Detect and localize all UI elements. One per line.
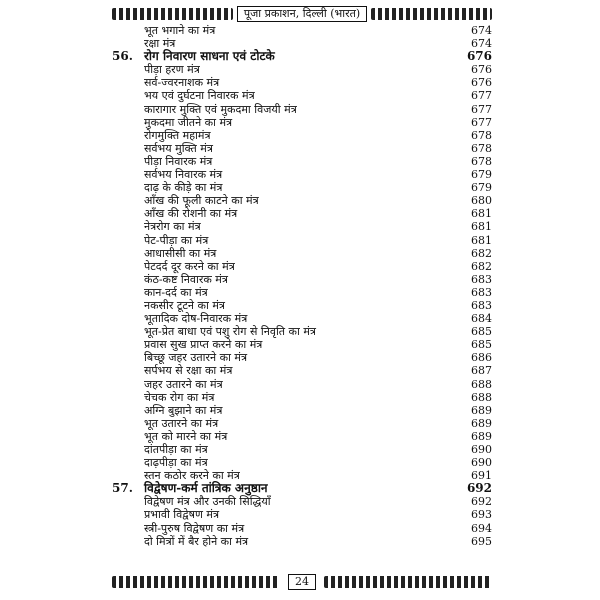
entry-title: मुकदमा जीतने का मंत्र [144, 115, 233, 129]
toc-section-row [112, 50, 492, 63]
entry-title: विद्वेषण-कर्म तांत्रिक अनुष्ठान [144, 481, 268, 496]
toc-entry-row [112, 273, 492, 286]
ornament-border-left [112, 8, 233, 20]
toc-entry-row [112, 234, 492, 247]
toc-entry-row [112, 103, 492, 116]
header-ornament-band [112, 6, 492, 22]
entry-title: भूत उतारने का मंत्र [144, 416, 219, 430]
toc-entry-row [112, 181, 492, 194]
toc-entry-row [112, 430, 492, 443]
entry-page-number: 692 [471, 495, 492, 509]
entry-title: दाढ़पीड़ा का मंत्र [144, 456, 208, 470]
publisher-label: पूजा प्रकाशन, दिल्ली (भारत) [237, 6, 367, 22]
toc-entry-row [112, 378, 492, 391]
entry-page-number: 676 [471, 63, 492, 77]
entry-title: विद्वेषण मंत्र और उनकी सिद्धियाँ [144, 495, 271, 509]
entry-title: चेचक रोग का मंत्र [144, 390, 215, 404]
entry-page-number: 689 [471, 429, 492, 443]
toc-entry-row [112, 116, 492, 129]
entry-title: सर्व-ज्वरनाशक मंत्र [144, 76, 220, 90]
toc-entry-row [112, 391, 492, 404]
entry-page-number: 687 [471, 364, 492, 378]
entry-title: पीड़ा निवारक मंत्र [144, 154, 213, 168]
entry-title: भूत को मारने का मंत्र [144, 429, 228, 443]
entry-title: बिच्छू जहर उतारने का मंत्र [144, 351, 248, 365]
toc-entry-row [112, 247, 492, 260]
entry-page-number: 679 [471, 181, 492, 195]
toc-entry-row [112, 89, 492, 102]
entry-page-number: 684 [471, 312, 492, 326]
entry-page-number: 680 [471, 194, 492, 208]
section-number: 56. [112, 49, 133, 64]
entry-page-number: 682 [471, 259, 492, 273]
toc-entry-row [112, 456, 492, 469]
entry-title: कंठ-कष्ट निवारक मंत्र [144, 272, 228, 286]
entry-title: सर्वभय मुक्ति मंत्र [144, 141, 213, 155]
toc-entry-row [112, 404, 492, 417]
entry-page-number: 685 [471, 325, 492, 339]
entry-page-number: 683 [471, 285, 492, 299]
ornament-border-left [112, 576, 280, 588]
toc-entry-row [112, 63, 492, 76]
toc-entry-row [112, 260, 492, 273]
toc-entry-row [112, 286, 492, 299]
entry-title: भय एवं दुर्घटना निवारक मंत्र [144, 89, 255, 103]
toc-entry-row [112, 220, 492, 233]
entry-page-number: 678 [471, 154, 492, 168]
toc-entry-row [112, 155, 492, 168]
table-of-contents [112, 24, 492, 548]
entry-title: रोगमुक्ति महामंत्र [144, 128, 211, 142]
entry-title: पेट-पीड़ा का मंत्र [144, 233, 209, 247]
entry-title: नेत्ररोग का मंत्र [144, 220, 201, 234]
entry-page-number: 689 [471, 416, 492, 430]
ornament-border-right [324, 576, 492, 588]
toc-entry-row [112, 495, 492, 508]
toc-entry-row [112, 443, 492, 456]
entry-page-number: 692 [466, 481, 492, 496]
entry-page-number: 686 [471, 351, 492, 365]
toc-entry-row [112, 325, 492, 338]
entry-page-number: 691 [471, 469, 492, 483]
entry-page-number: 678 [471, 128, 492, 142]
entry-title: कान-दर्द का मंत्र [144, 285, 208, 299]
entry-title: प्रवास सुख प्राप्त करने का मंत्र [144, 338, 263, 352]
section-number: 57. [112, 481, 133, 496]
entry-page-number: 689 [471, 403, 492, 417]
entry-page-number: 688 [471, 377, 492, 391]
entry-title: रक्षा मंत्र [144, 37, 176, 51]
toc-entry-row [112, 299, 492, 312]
entry-title: पेटदर्द दूर करने का मंत्र [144, 259, 235, 273]
toc-section-row [112, 482, 492, 495]
entry-title: नकसीर टूटने का मंत्र [144, 298, 225, 312]
toc-entry-row [112, 24, 492, 37]
entry-page-number: 674 [471, 24, 492, 37]
toc-entry-row [112, 194, 492, 207]
entry-page-number: 688 [471, 390, 492, 404]
toc-entry-row [112, 364, 492, 377]
entry-title: दाढ़ के कीड़े का मंत्र [144, 181, 223, 195]
entry-title: आधासीसी का मंत्र [144, 246, 217, 260]
entry-page-number: 681 [471, 207, 492, 221]
toc-entry-row [112, 351, 492, 364]
entry-title: प्रभावी विद्वेषण मंत्र [144, 508, 220, 522]
entry-page-number: 683 [471, 298, 492, 312]
entry-title: अग्नि बुझाने का मंत्र [144, 403, 223, 417]
toc-entry-row [112, 417, 492, 430]
toc-entry-row [112, 168, 492, 181]
entry-title: भूत भगाने का मंत्र [144, 24, 216, 37]
entry-page-number: 690 [471, 443, 492, 456]
entry-page-number: 683 [471, 272, 492, 286]
entry-title: दांतपीड़ा का मंत्र [144, 443, 208, 456]
entry-page-number: 679 [471, 168, 492, 182]
toc-entry-row [112, 129, 492, 142]
entry-page-number: 693 [471, 508, 492, 522]
entry-title: दो मित्रों में बैर होने का मंत्र [144, 534, 249, 548]
entry-page-number: 677 [471, 89, 492, 103]
entry-page-number: 676 [466, 49, 492, 64]
entry-page-number: 681 [471, 220, 492, 234]
entry-page-number: 682 [471, 246, 492, 260]
entry-title: स्त्री-पुरुष विद्वेषण का मंत्र [144, 521, 245, 535]
toc-entry-row [112, 338, 492, 351]
entry-title: सर्पभय से रक्षा का मंत्र [144, 364, 233, 378]
toc-entry-row [112, 508, 492, 521]
entry-page-number: 694 [471, 521, 492, 535]
entry-page-number: 674 [471, 37, 492, 51]
entry-page-number: 676 [471, 76, 492, 90]
entry-title: सर्वभय निवारक मंत्र [144, 168, 223, 182]
ornament-border-right [371, 8, 492, 20]
toc-entry-row [112, 522, 492, 535]
entry-page-number: 695 [471, 534, 492, 548]
entry-page-number: 678 [471, 141, 492, 155]
toc-entry-row [112, 142, 492, 155]
page-number: 24 [288, 574, 316, 590]
entry-title: भूत-प्रेत बाधा एवं पशु रोग से निवृति का मंत्र [144, 325, 317, 339]
entry-page-number: 685 [471, 338, 492, 352]
toc-entry-row [112, 312, 492, 325]
entry-title: आँख की फूली काटने का मंत्र [144, 194, 259, 208]
entry-page-number: 677 [471, 115, 492, 129]
entry-page-number: 677 [471, 102, 492, 116]
entry-title: पीड़ा हरण मंत्र [144, 63, 200, 77]
entry-title: आँख की रोशनी का मंत्र [144, 207, 238, 221]
toc-entry-row [112, 535, 492, 548]
entry-title: जहर उतारने का मंत्र [144, 377, 223, 391]
toc-entry-row [112, 207, 492, 220]
toc-entry-row [112, 76, 492, 89]
entry-title: स्तन कठोर करने का मंत्र [144, 469, 240, 483]
entry-title: रोग निवारण साधना एवं टोटके [144, 49, 275, 64]
entry-page-number: 681 [471, 233, 492, 247]
entry-page-number: 690 [471, 456, 492, 470]
entry-title: कारागार मुक्ति एवं मुकदमा विजयी मंत्र [144, 102, 297, 116]
entry-title: भूतादिक दोष-निवारक मंत्र [144, 312, 248, 326]
footer-ornament-band [112, 573, 492, 591]
